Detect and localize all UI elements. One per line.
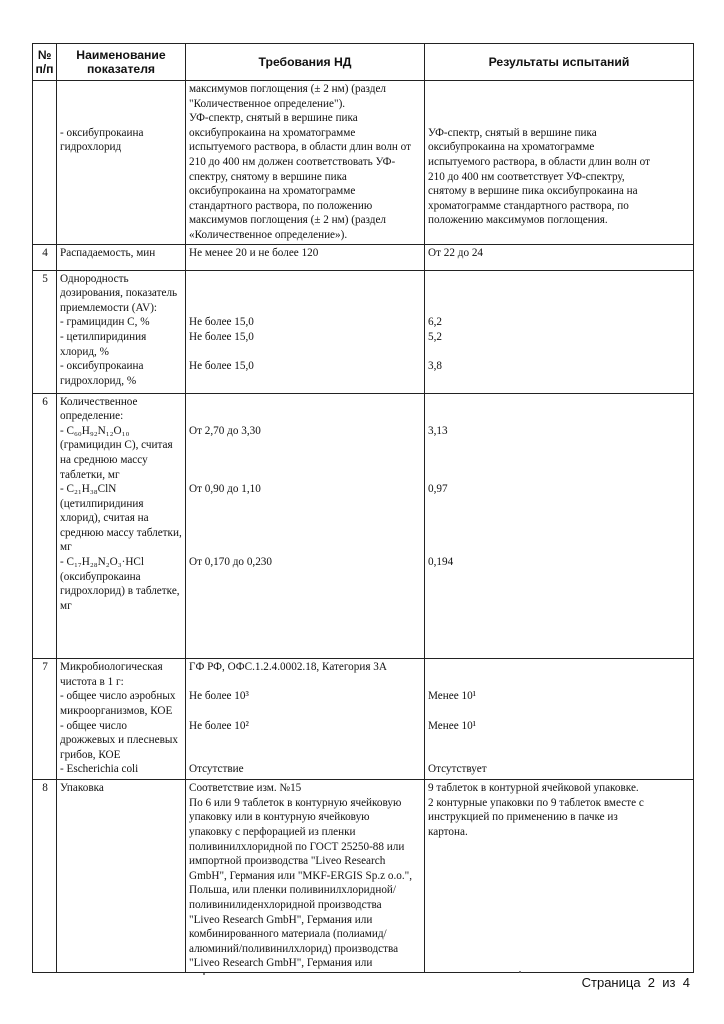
text-line: Не более 15,0: [189, 360, 254, 373]
table-row: [33, 244, 694, 270]
text-line: [189, 453, 422, 468]
text-line: [60, 628, 183, 643]
text-line: - общее число аэробных: [60, 690, 176, 703]
text-line: [60, 97, 183, 112]
text-line: дрожжевых и плесневых: [60, 734, 178, 747]
text-line: [428, 468, 691, 483]
text-line: [428, 526, 691, 541]
text-line: [428, 301, 691, 316]
page-number: [582, 975, 690, 990]
result-cell: [425, 780, 694, 973]
requirement-cell: [186, 659, 425, 780]
page-total: 4: [682, 975, 690, 990]
text-line: [428, 675, 691, 690]
text-line: [60, 111, 183, 126]
text-line: Однородность: [60, 272, 129, 285]
text-line: положению максимумов поглощения.: [428, 214, 608, 227]
text-line: (цетилпиридиния: [60, 497, 144, 510]
row-number: 7: [33, 659, 57, 780]
text-line: [189, 409, 422, 424]
text-line: [428, 409, 691, 424]
indicator-cell: [57, 270, 186, 393]
header-indicator-name: Наименование показателя: [57, 44, 186, 81]
text-line: 2 контурные упаковки по 9 таблеток вместе с: [428, 796, 644, 809]
text-line: [428, 345, 691, 360]
text-line: - C₂₁H₃₈ClN: [60, 483, 117, 496]
text-line: импортной производства "Liveo Research: [189, 855, 386, 868]
text-line: [428, 660, 691, 675]
text-line: определение:: [60, 410, 124, 423]
text-line: 3,8: [428, 360, 442, 373]
table-row: [33, 393, 694, 659]
text-line: оксибупрокаина на хроматограмме: [428, 141, 595, 154]
header-requirements: Требования НД: [186, 44, 425, 81]
text-line: гидрохлорид, %: [60, 374, 137, 387]
text-line: гидрохлорид) в таблетке,: [60, 585, 180, 598]
text-line: Не менее 20 и не более 120: [189, 246, 319, 259]
text-line: 210 до 400 нм соответствует УФ-спектру,: [428, 170, 625, 183]
text-line: [189, 345, 422, 360]
indicator-cell: [57, 244, 186, 270]
text-line: 210 до 400 нм должен соответствовать УФ-: [189, 155, 396, 168]
page-label: Страница: [581, 975, 641, 990]
text-line: Не более 10³: [189, 690, 249, 703]
result-cell: [425, 270, 694, 393]
row-number: 4: [33, 244, 57, 270]
text-line: [428, 733, 691, 748]
text-line: «Количественное определение»).: [189, 228, 348, 241]
text-line: 6,2: [428, 316, 442, 329]
row-number: 8: [33, 780, 57, 973]
text-line: Микробиологическая: [60, 661, 163, 674]
header-number: № п/п: [33, 44, 57, 81]
text-line: По 6 или 9 таблеток в контурную ячейковую: [189, 796, 402, 809]
text-line: [428, 286, 691, 301]
text-line: - Escherichia coli: [60, 763, 139, 776]
text-line: [189, 468, 422, 483]
text-line: ГФ РФ, ОФС.1.2.4.0002.18, Категория 3А: [189, 661, 387, 674]
text-line: [189, 748, 422, 763]
text-line: 9 таблеток в контурной ячейковой упаковке.: [428, 782, 639, 795]
text-line: 0,97: [428, 483, 448, 496]
text-line: [189, 526, 422, 541]
text-line: комбинированного материала (полиамид/: [189, 928, 387, 941]
text-line: Польша, или пленки поливинилхлоридной/: [189, 884, 397, 897]
result-cell: [425, 244, 694, 270]
result-cell: [425, 659, 694, 780]
text-line: максимумов поглощения (± 2 нм) (раздел: [189, 214, 387, 227]
text-line: [428, 453, 691, 468]
text-line: (оксибупрокаина: [60, 570, 141, 583]
text-line: "Liveo Research GmbH", Германия или: [189, 957, 373, 970]
requirement-cell: [186, 780, 425, 973]
requirement-cell: [186, 393, 425, 659]
text-line: Распадаемость, мин: [60, 246, 156, 259]
text-line: стандартного раствора, по положению: [189, 199, 373, 212]
text-line: [428, 748, 691, 763]
text-line: мг: [60, 541, 72, 554]
text-line: 0,194: [428, 556, 454, 569]
text-line: [428, 438, 691, 453]
text-line: дозирования, показатель: [60, 287, 178, 300]
text-line: Не более 15,0: [189, 330, 254, 343]
text-line: мг: [60, 599, 72, 612]
text-line: 3,13: [428, 424, 448, 437]
table-header-row: [33, 44, 694, 81]
text-line: [428, 82, 691, 97]
text-line: "Liveo Research GmbH", Германия или: [189, 913, 373, 926]
text-line: грибов, КОЕ: [60, 748, 121, 761]
text-line: поливинилиденхлоридной производства: [189, 898, 382, 911]
results-table: [32, 43, 694, 973]
text-line: оксибупрокаина на хроматограмме: [189, 126, 356, 139]
text-line: [189, 540, 422, 555]
text-line: "Количественное определение").: [189, 97, 346, 110]
text-line: [428, 395, 691, 410]
text-line: чистота в 1 г:: [60, 675, 124, 688]
text-line: микроорганизмов, КОЕ: [60, 705, 173, 717]
text-line: - C₆₀H₉₂N₁₂O₁₀: [60, 424, 130, 437]
text-line: [189, 511, 422, 526]
text-line: [189, 272, 422, 287]
text-line: [189, 704, 422, 719]
text-line: УФ-спектр, снятый в вершине пика: [189, 112, 358, 125]
text-line: Не более 10²: [189, 719, 249, 732]
text-line: Количественное: [60, 395, 138, 408]
text-line: снятому в вершине пика оксибупрокаина на: [428, 185, 638, 198]
text-line: [428, 704, 691, 719]
text-line: [189, 395, 422, 410]
row-number: 6: [33, 393, 57, 659]
table-row: [33, 81, 694, 245]
text-line: [428, 111, 691, 126]
text-line: - оксибупрокаина: [60, 360, 144, 373]
text-line: Менее 10¹: [428, 690, 477, 703]
text-line: на среднюю массу: [60, 453, 148, 466]
requirement-cell: [186, 244, 425, 270]
header-results: Результаты испытаний: [425, 44, 694, 81]
text-line: [189, 733, 422, 748]
text-line: гидрохлорид: [60, 141, 122, 154]
indicator-cell: [57, 81, 186, 245]
text-line: поливинилхлоридной по ГОСТ 25250-88 или: [189, 840, 405, 853]
text-line: [428, 540, 691, 555]
text-line: испытуемого раствора, в области длин волн от: [189, 141, 412, 154]
text-line: среднюю массу таблетки,: [60, 526, 182, 539]
result-cell: [425, 81, 694, 245]
table-row: [33, 780, 694, 973]
text-line: спектру, снятому в вершине пика: [189, 170, 347, 183]
page-current: 2: [647, 975, 656, 990]
text-line: картона.: [428, 826, 468, 838]
indicator-cell: [57, 780, 186, 973]
text-line: максимумов поглощения (± 2 нм) (раздел: [189, 83, 387, 95]
text-line: [60, 82, 183, 97]
text-line: [60, 643, 183, 658]
text-line: хлорид), считая на: [60, 512, 149, 525]
result-cell: [425, 393, 694, 659]
scan-dot: [203, 973, 205, 975]
requirement-cell: [186, 270, 425, 393]
indicator-cell: [57, 393, 186, 659]
page-separator: из: [662, 975, 676, 990]
text-line: УФ-спектр, снятый в вершине пика: [428, 126, 597, 139]
requirement-cell: [186, 81, 425, 245]
text-line: инструкцией по применению в пачке из: [428, 811, 618, 824]
text-line: приемлемости (AV):: [60, 301, 158, 314]
row-number: 5: [33, 270, 57, 393]
text-line: (грамицидин С), считая: [60, 439, 173, 452]
indicator-cell: [57, 659, 186, 780]
text-line: Упаковка: [60, 782, 104, 795]
text-line: хлорид, %: [60, 345, 109, 358]
text-line: [189, 497, 422, 512]
text-line: GmbH", Германия или "MKF-ERGIS Sp.z o.o.",: [189, 869, 413, 882]
text-line: [428, 497, 691, 512]
text-line: упаковку с перфорацией из пленки: [189, 826, 356, 838]
table-row: [33, 659, 694, 780]
text-line: алюминий/поливинилхлорид) производства: [189, 942, 399, 955]
text-line: [428, 97, 691, 112]
text-line: - C₁₇H₂₈N₂O₃·HCl: [60, 556, 144, 569]
text-line: [189, 675, 422, 690]
text-line: - оксибупрокаина: [60, 126, 144, 139]
text-line: Менее 10¹: [428, 719, 477, 732]
text-line: [189, 301, 422, 316]
text-line: 5,2: [428, 330, 442, 343]
text-line: [428, 374, 691, 389]
text-line: [189, 286, 422, 301]
text-line: [60, 613, 183, 628]
text-line: Не более 15,0: [189, 316, 254, 329]
text-line: [428, 272, 691, 287]
text-line: [189, 438, 422, 453]
text-line: испытуемого раствора, в области длин волн от: [428, 155, 651, 168]
table-row: [33, 270, 694, 393]
text-line: От 22 до 24: [428, 246, 484, 259]
text-line: От 2,70 до 3,30: [189, 424, 261, 437]
text-line: [428, 511, 691, 526]
text-line: - общее число: [60, 719, 127, 732]
text-line: - цетилпиридиния: [60, 330, 147, 343]
text-line: [189, 374, 422, 389]
text-line: хроматограмме стандартного раствора, по: [428, 199, 629, 212]
text-line: От 0,170 до 0,230: [189, 556, 272, 569]
text-line: оксибупрокаина на хроматограмме: [189, 185, 356, 198]
text-line: Отсутствует: [428, 763, 487, 776]
scan-dot: [519, 971, 521, 973]
row-number: [33, 81, 57, 245]
text-line: От 0,90 до 1,10: [189, 483, 261, 496]
text-line: упаковку или в контурную ячейковую: [189, 811, 370, 824]
text-line: - грамицидин С, %: [60, 316, 150, 329]
text-line: Соответствие изм. №15: [189, 782, 302, 795]
text-line: Отсутствие: [189, 763, 244, 776]
text-line: таблетки, мг: [60, 468, 120, 481]
